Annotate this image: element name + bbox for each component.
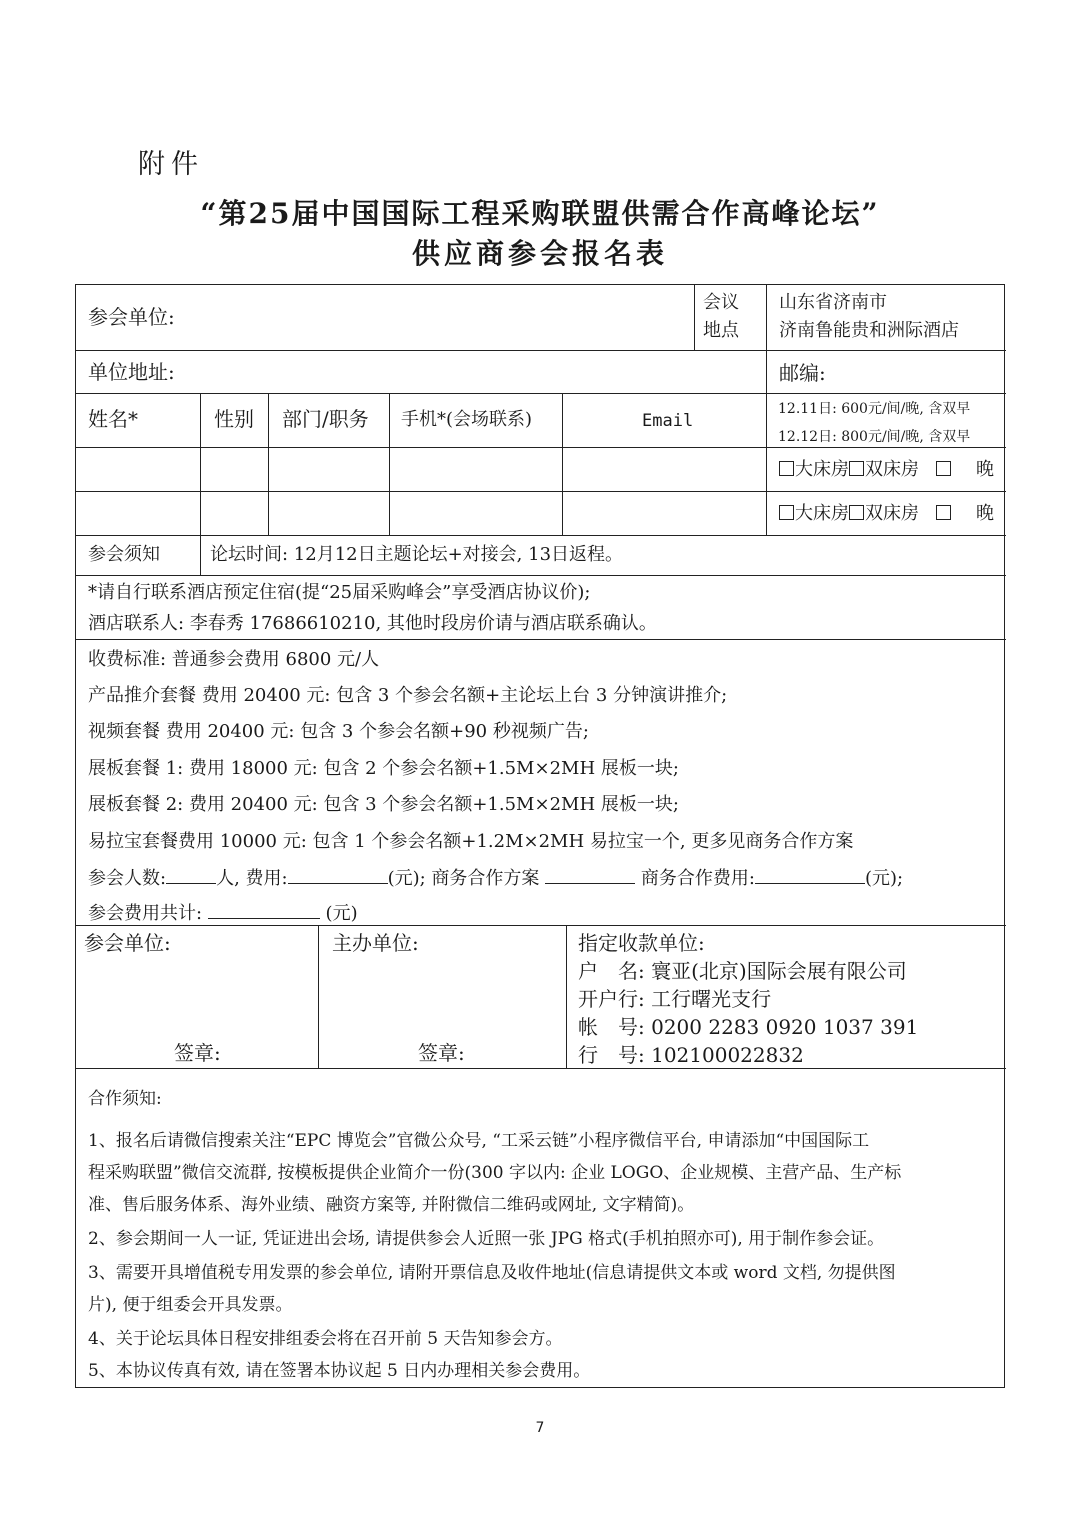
col-divider: [318, 925, 319, 1068]
twin-bed-option: 双床房: [865, 459, 919, 480]
sign-unit-label: 参会单位:: [84, 931, 171, 955]
fee-board2: 展板套餐 2: 费用 20400 元: 包含 3 个参会名额+1.5M×2MH 展板一块;: [88, 794, 679, 815]
plan-blank[interactable]: [545, 869, 635, 884]
forum-time: 论坛时间: 12月12日主题论坛+对接会, 13日返程。: [210, 544, 624, 565]
postcode-label: 邮编:: [779, 361, 826, 385]
coop-line: 1、报名后请微信搜索关注“EPC 博览会”官微公众号, “工采云链”小程序微信平台, 申请添加“中国国际工: [88, 1131, 870, 1151]
venue-label: 会议: [703, 292, 739, 313]
nights-box[interactable]: [936, 461, 952, 479]
col-gender: 性别: [214, 407, 254, 431]
col-divider: [766, 393, 767, 535]
nights-box[interactable]: [936, 505, 952, 523]
coop-title: 合作须知:: [88, 1089, 162, 1109]
fee-blank[interactable]: [288, 869, 388, 884]
checkbox[interactable]: [936, 505, 951, 520]
sign-host-label: 主办单位:: [332, 931, 419, 955]
venue-city: 山东省济南市: [779, 292, 887, 313]
big-bed-option: 大床房: [795, 503, 849, 524]
payee-label: 指定收款单位:: [578, 931, 705, 955]
room-price-2: 12.12日: 800元/间/晚, 含双早: [778, 429, 971, 445]
row-divider: [76, 575, 1006, 576]
row-divider: [76, 447, 1006, 448]
unit-label: 参会单位:: [88, 305, 175, 329]
big-bed-option: 大床房: [795, 459, 849, 480]
col-name: 姓名*: [88, 407, 138, 431]
host-seal: 签章:: [418, 1041, 465, 1065]
row-divider: [76, 393, 1006, 394]
col-email: Email: [642, 411, 694, 431]
checkbox[interactable]: [849, 461, 864, 476]
address-label: 单位地址:: [88, 360, 175, 384]
room-choice-row: [779, 461, 919, 479]
row-divider: [76, 925, 1006, 926]
form-subtitle: 供应商参会报名表: [411, 237, 668, 270]
coop-line: 片), 便于组委会开具发票。: [88, 1295, 293, 1315]
col-dept: 部门/职务: [282, 407, 369, 431]
form-title: “第25届中国国际工程采购联盟供需合作高峰论坛”: [200, 197, 880, 230]
coop-line: 3、需要开具增值税专用发票的参会单位, 请附开票信息及收件地址(信息请提供文本或 word 文档, 勿提供图: [88, 1263, 896, 1283]
col-divider: [268, 393, 269, 535]
row-divider: [76, 491, 1006, 492]
row-divider: [76, 1068, 1006, 1069]
bank-number: 行 号: 102100022832: [578, 1043, 804, 1067]
fee-label: 人, 费用:: [216, 868, 288, 889]
unit-seal: 签章:: [174, 1041, 221, 1065]
col-divider: [389, 393, 390, 535]
coop-line: 4、关于论坛具体日程安排组委会将在召开前 5 天告知参会方。: [88, 1329, 563, 1349]
fee-rollup: 易拉宝套餐费用 10000 元: 包含 1 个参会名额+1.2M×2MH 易拉宝一个, 更多见商务合作方案: [88, 831, 854, 852]
notice-label: 参会须知: [88, 544, 160, 565]
row-divider: [76, 350, 1006, 351]
col-phone: 手机*(会场联系): [401, 409, 533, 430]
nights-label: 晚: [976, 503, 994, 524]
fee-product: 产品推介套餐 费用 20400 元: 包含 3 个参会名额+主论坛上台 3 分钟演讲推介;: [88, 685, 728, 706]
hotel-contact: 酒店联系人: 李春秀 17686610210, 其他时段房价请与酒店联系确认。: [88, 613, 657, 634]
fee-video: 视频套餐 费用 20400 元: 包含 3 个参会名额+90 秒视频广告;: [88, 721, 589, 742]
venue-hotel: 济南鲁能贵和洲际酒店: [779, 320, 959, 341]
count-label: 参会人数:: [88, 868, 167, 889]
col-divider: [200, 535, 201, 575]
account-name: 户 名: 寰亚(北京)国际会展有限公司: [578, 959, 907, 983]
coop-line: 5、本协议传真有效, 请在签署本协议起 5 日内办理相关参会费用。: [88, 1361, 591, 1381]
venue-label: 地点: [703, 320, 739, 341]
row-divider: [76, 639, 1006, 640]
fee-standard: 收费标准: 普通参会费用 6800 元/人: [88, 649, 380, 670]
checkbox[interactable]: [849, 505, 864, 520]
checkbox[interactable]: [779, 461, 794, 476]
fee-board1: 展板套餐 1: 费用 18000 元: 包含 2 个参会名额+1.5M×2MH 展板一块;: [88, 758, 679, 779]
coop-fee-label: 商务合作费用:: [640, 868, 755, 889]
col-divider: [694, 285, 695, 350]
hotel-note: *请自行联系酒店预定住宿(提“25届采购峰会”享受酒店协议价);: [88, 582, 591, 603]
nights-label: 晚: [976, 459, 994, 480]
count-blank[interactable]: [166, 869, 216, 884]
checkbox[interactable]: [936, 461, 951, 476]
coop-line: 准、售后服务体系、海外业绩、融资方案等, 并附微信二维码或网址, 文字精简)。: [88, 1195, 695, 1215]
fee-total-line: [88, 904, 358, 923]
twin-bed-option: 双床房: [865, 503, 919, 524]
col-divider: [566, 925, 567, 1068]
col-divider: [766, 285, 767, 350]
room-choice-row: [779, 505, 919, 523]
unit-yuan: (元): [325, 903, 358, 924]
registration-table: [75, 284, 1005, 1388]
unit-yuan: (元);: [864, 868, 904, 889]
coop-line: 2、参会期间一人一证, 凭证进出会场, 请提供参会人近照一张 JPG 格式(手机拍照亦可), 用于制作参会证。: [88, 1229, 885, 1249]
col-divider: [200, 393, 201, 535]
attachment-label: 附件: [138, 149, 204, 180]
checkbox[interactable]: [779, 505, 794, 520]
bank-name: 开户行: 工行曙光支行: [578, 987, 772, 1011]
total-blank[interactable]: [208, 904, 320, 919]
account-number: 帐 号: 0200 2283 0920 1037 391: [578, 1015, 919, 1039]
col-divider: [766, 350, 767, 393]
plan-label: (元); 商务合作方案: [387, 868, 540, 889]
coop-line: 程采购联盟”微信交流群, 按模板提供企业简介一份(300 字以内: 企业 LOGO、企业规模、主营产品、生产标: [88, 1163, 902, 1183]
page-number: 7: [535, 1420, 545, 1436]
coop-fee-blank[interactable]: [755, 869, 865, 884]
room-price-1: 12.11日: 600元/间/晚, 含双早: [778, 401, 971, 417]
row-divider: [76, 535, 1006, 536]
total-label: 参会费用共计:: [88, 903, 203, 924]
col-divider: [562, 393, 563, 535]
fee-count-line: [88, 869, 903, 888]
